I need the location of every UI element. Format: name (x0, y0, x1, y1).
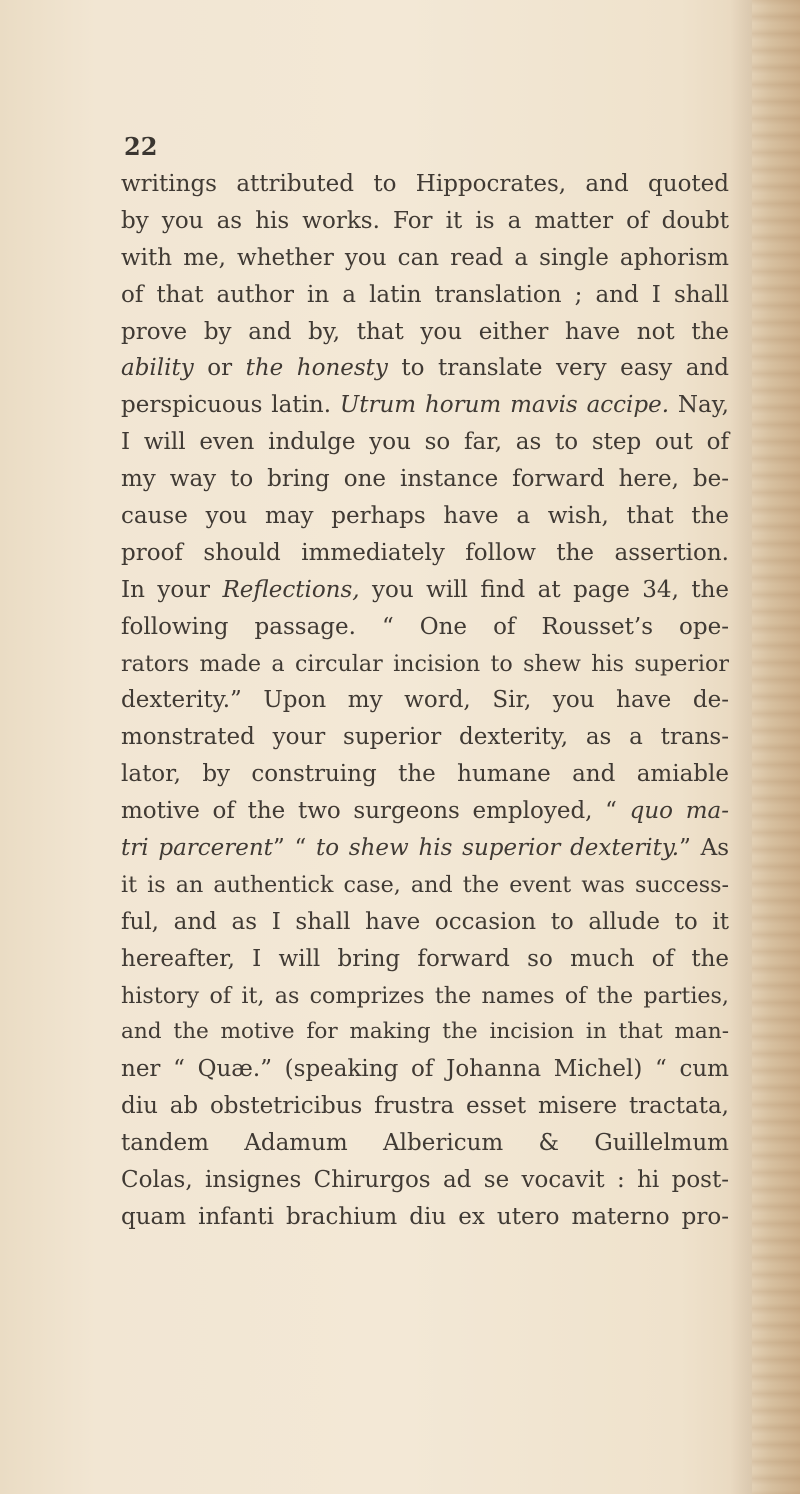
text-line: prove by and by, that you either have not the (121, 318, 729, 345)
page-edge (752, 0, 800, 1494)
text-line: ability or the honesty to translate very easy and (121, 355, 729, 382)
text-line: history of it, as comprizes the names of the parties, (121, 982, 729, 1009)
text-line: proof should immediately follow the assertion. (121, 539, 729, 566)
text-line: cause you may perhaps have a wish, that the (121, 503, 729, 530)
text-line: it is an authentick case, and the event was success- (121, 871, 729, 898)
text-line: ner “ Quæ.” (speaking of Johanna Michel) “ cum (121, 1056, 729, 1083)
text-line: my way to bring one instance forward here, be- (121, 466, 729, 493)
page-gutter-shadow (730, 0, 752, 1494)
text-line: ful, and as I shall have occasion to allude to it (121, 908, 729, 935)
text-line: tandem Adamum Albericum & Guillelmum (121, 1130, 729, 1157)
text-line: motive of the two surgeons employed, “ quo ma- (121, 798, 729, 825)
text-line: lator, by construing the humane and amiable (121, 761, 729, 788)
text-line: writings attributed to Hippocrates, and quoted (121, 171, 729, 197)
body-text (121, 166, 729, 1236)
text-line: quam infanti brachium diu ex utero materno pro- (121, 1203, 729, 1230)
text-line: perspicuous latin. Utrum horum mavis accipe. Nay, (121, 392, 729, 419)
text-line: tri parcerent” “ to shew his superior dexterity.” As (121, 835, 729, 862)
text-line: dexterity.” Upon my word, Sir, you have de- (121, 687, 729, 714)
text-line: I will even indulge you so far, as to step out of (121, 429, 729, 456)
text-line: Colas, insignes Chirurgos ad se vocavit : hi post- (121, 1167, 729, 1194)
text-line: and the motive for making the incision in that man- (121, 1019, 729, 1045)
page-number: 22 (124, 132, 158, 161)
text-line: In your Reflections, you will find at page 34, the (121, 576, 729, 603)
text-line: with me, whether you can read a single aphorism (121, 244, 729, 271)
text-line: of that author in a latin translation ; and I shall (121, 281, 729, 308)
text-line: rators made a circular incision to shew his superior (121, 650, 729, 677)
text-line: following passage. “ One of Rousset’s ope- (121, 613, 729, 640)
text-line: hereafter, I will bring forward so much of the (121, 945, 729, 972)
text-line: by you as his works. For it is a matter of doubt (121, 207, 729, 234)
text-line: diu ab obstetricibus frustra esset misere tractata, (121, 1093, 729, 1120)
text-line: monstrated your superior dexterity, as a trans- (121, 724, 729, 751)
